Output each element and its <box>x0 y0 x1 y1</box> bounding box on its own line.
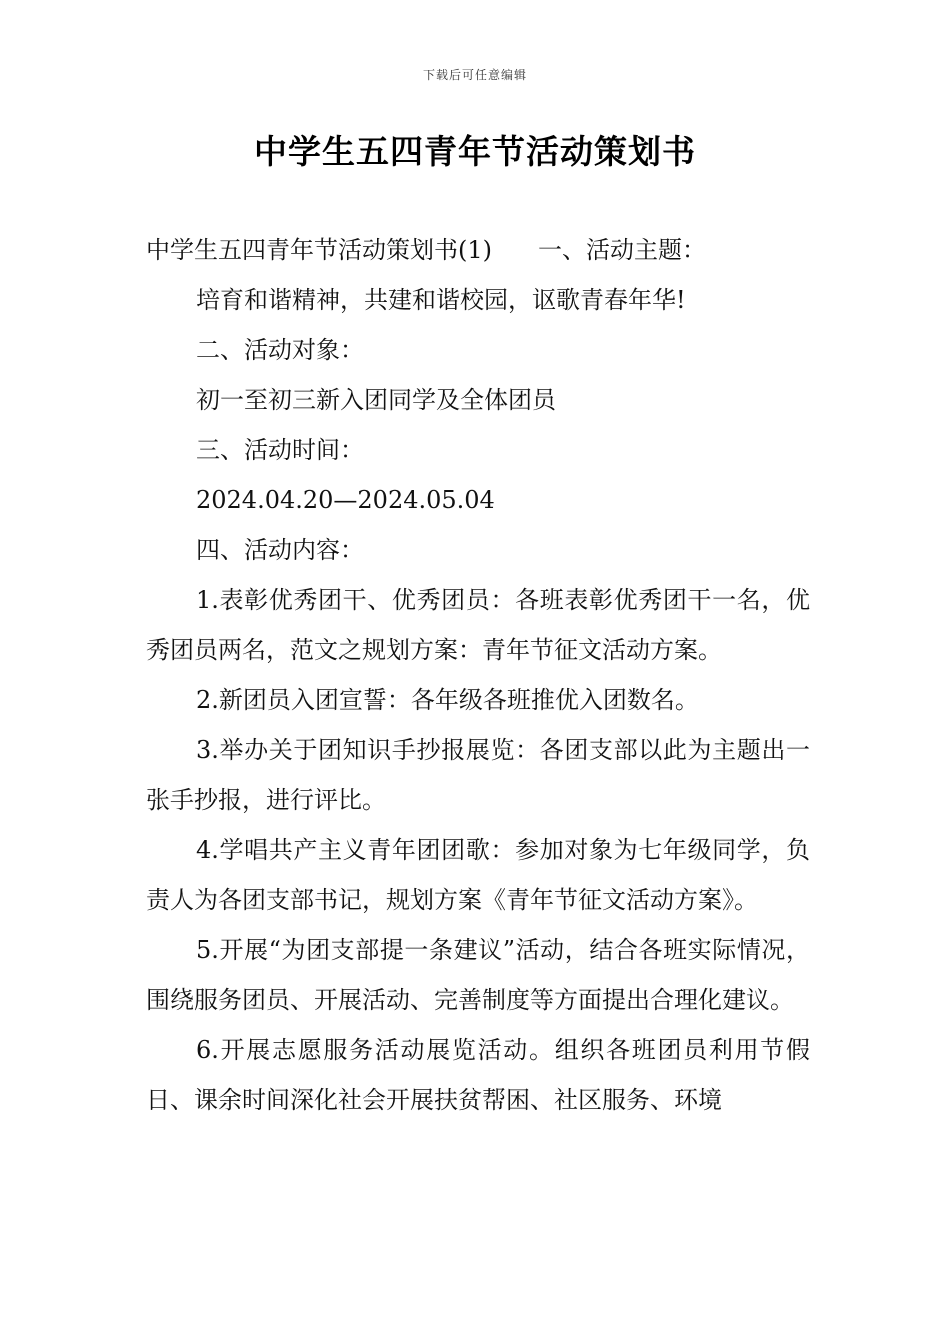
section-content-theme: 培育和谐精神，共建和谐校园，讴歌青春年华! <box>196 286 686 314</box>
section-heading-content: 四、活动内容： <box>196 536 364 564</box>
content-item-5: 5.开展“为团支部提一条建议”活动，结合各班实际情况，围绕服务团员、开展活动、完善制度等方面提出合理化建议。 <box>146 936 810 1014</box>
document-body <box>146 225 810 1125</box>
content-item-6: 6.开展志愿服务活动展览活动。组织各班团员利用节假日、课余时间深化社会开展扶贫帮困、社区服务、环境 <box>146 1036 810 1114</box>
content-item-1: 1.表彰优秀团干、优秀团员：各班表彰优秀团干一名，优秀团员两名，范文之规划方案：青年节征文活动方案。 <box>146 586 810 664</box>
content-item-2: 2.新团员入团宣誓：各年级各班推优入团数名。 <box>196 686 699 714</box>
section-content-audience: 初一至初三新入团同学及全体团员 <box>196 386 556 414</box>
subtitle-line <box>146 225 810 275</box>
document-title: 中学生五四青年节活动策划书 <box>254 132 696 171</box>
document-subtitle: 中学生五四青年节活动策划书(1) <box>146 236 492 264</box>
content-item-3: 3.举办关于团知识手抄报展览：各团支部以此为主题出一张手抄报，进行评比。 <box>146 736 810 814</box>
section-content-time: 2024.04.20—2024.05.04 <box>196 486 495 514</box>
section-heading-time: 三、活动时间： <box>196 436 364 464</box>
header-note: 下载后可任意编辑 <box>422 68 527 82</box>
content-item-4: 4.学唱共产主义青年团团歌：参加对象为七年级同学，负责人为各团支部书记，规划方案《青年节征文活动方案》。 <box>146 836 810 914</box>
section-heading-theme: 一、活动主题： <box>538 236 706 264</box>
section-heading-audience: 二、活动对象： <box>196 336 364 364</box>
